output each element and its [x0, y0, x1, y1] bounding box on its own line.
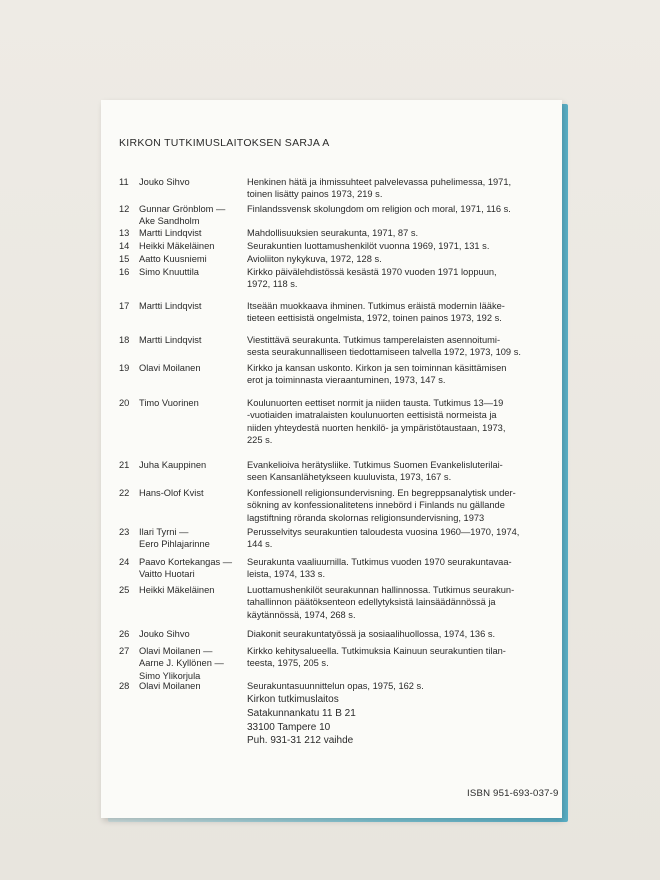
entry-title — [247, 628, 543, 640]
author-line: Jouko Sihvo — [139, 177, 190, 187]
author-line: Gunnar Grönblom — — [139, 204, 226, 214]
title-line: sökning av konfessionalitetens innebörd i Finlands nu gällande — [247, 500, 505, 511]
phone-number: Puh. 931-31 212 vaihde — [247, 735, 354, 747]
title-line: Mahdollisuuksien seurakunta, 1971, 87 s. — [247, 228, 419, 238]
entry-title — [247, 397, 543, 447]
author-line: Martti Lindqvist — [139, 228, 202, 238]
entry-title — [247, 645, 543, 670]
title-line: 1972, 118 s. — [247, 279, 298, 290]
isbn-number: ISBN 951-693-037-9 — [467, 788, 559, 799]
title-line: tahallinnon päätöksenteon edellytyksistä lainsäädännössä ja — [247, 597, 496, 608]
entry-title — [247, 362, 543, 387]
author-line: Simo Knuuttila — [139, 267, 199, 277]
author-line: Simo Ylikorjula — [139, 670, 201, 681]
entry-title — [247, 176, 543, 201]
title-line: Avioliiton nykykuva, 1972, 128 s. — [247, 254, 382, 264]
title-line: -vuotiaiden imatralaisten koulunuorten eettisistä normeista ja — [247, 410, 497, 421]
title-line: Seurakuntasuunnittelun opas, 1975, 162 s. — [247, 681, 424, 691]
author-line: Heikki Mäkeläinen — [139, 241, 215, 251]
title-line: Henkinen hätä ja ihmissuhteet palvelevassa puhelimessa, 1971, — [247, 177, 512, 187]
entry-number: 15 — [119, 254, 130, 264]
author-line: Juha Kauppinen — [139, 460, 207, 470]
title-line: 144 s. — [247, 539, 273, 550]
title-line: Kirkko päivälehdistössä kesästä 1970 vuoden 1971 loppuun, — [247, 267, 497, 277]
title-line: Perusselvitys seurakuntien taloudesta vuosina 1960—1970, 1974, — [247, 527, 520, 537]
entry-title — [247, 459, 543, 484]
author-line: Ake Sandholm — [139, 216, 200, 227]
entry-number: 25 — [119, 585, 130, 595]
entry-title — [247, 227, 543, 239]
author-line: Heikki Mäkeläinen — [139, 585, 215, 595]
entry-title — [247, 556, 543, 581]
entry-number: 14 — [119, 241, 130, 251]
entry-number: 23 — [119, 527, 130, 537]
entry-number: 12 — [119, 204, 130, 214]
entry-number: 20 — [119, 398, 130, 408]
title-line: erot ja toiminnasta vieraantuminen, 1973, 147 s. — [247, 375, 446, 386]
entry-number: 21 — [119, 460, 130, 470]
author-line: Aarne J. Kyllönen — — [139, 658, 224, 669]
entry-number: 19 — [119, 363, 130, 373]
book-back-cover — [101, 100, 562, 818]
title-line: tieteen eettisistä ongelmista, 1972, toinen painos 1973, 192 s. — [247, 313, 502, 324]
entry-title — [247, 253, 543, 265]
title-line: Koulunuorten eettiset normit ja niiden tausta. Tutkimus 13—19 — [247, 398, 504, 408]
entry-title — [247, 300, 543, 325]
publisher-name: Kirkon tutkimuslaitos — [247, 694, 339, 705]
title-line: Kirkko ja kansan uskonto. Kirkon ja sen toiminnan käsittämisen — [247, 363, 507, 373]
title-line: toinen lisätty painos 1973, 219 s. — [247, 189, 383, 200]
author-line: Timo Vuorinen — [139, 398, 199, 408]
entry-number: 28 — [119, 681, 130, 691]
title-line: leista, 1974, 133 s. — [247, 569, 326, 580]
entry-number: 18 — [119, 335, 130, 345]
title-line: teesta, 1975, 205 s. — [247, 658, 329, 669]
entry-number: 16 — [119, 267, 130, 277]
entry-title — [247, 584, 543, 621]
title-line: 225 s. — [247, 435, 273, 446]
title-line: Seurakunta vaaliuurnilla. Tutkimus vuoden 1970 seurakuntavaa- — [247, 557, 512, 567]
author-line: Martti Lindqvist — [139, 335, 202, 345]
entry-title — [247, 240, 543, 252]
author-line: Martti Lindqvist — [139, 301, 202, 311]
entry-number: 26 — [119, 629, 130, 639]
entry-number: 17 — [119, 301, 130, 311]
author-line: Hans-Olof Kvist — [139, 488, 204, 498]
author-line: Eero Pihlajarinne — [139, 539, 210, 550]
series-title: KIRKON TUTKIMUSLAITOKSEN SARJA A — [119, 137, 330, 149]
author-line: Olavi Moilanen — [139, 681, 201, 691]
title-line: sesta seurakunnalliseen tiedottamiseen talvella 1972, 1973, 109 s. — [247, 347, 521, 358]
author-line: Olavi Moilanen — — [139, 646, 213, 656]
title-line: lagstiftning röranda skolornas religionsundervisning, 1973 — [247, 512, 485, 523]
author-line: Aatto Kuusniemi — [139, 254, 207, 264]
entry-title — [247, 266, 543, 291]
title-line: Luottamushenkilöt seurakunnan hallinnossa. Tutkimus seurakun- — [247, 585, 515, 595]
entry-title — [247, 526, 543, 551]
author-line: Vaitto Huotari — [139, 569, 195, 580]
title-line: seen Kansanlähetykseen kuuluvista, 1973, 167 s. — [247, 472, 452, 483]
title-line: käytännössä, 1974, 268 s. — [247, 609, 356, 620]
title-line: Konfessionell religionsundervisning. En begreppsanalytisk under- — [247, 488, 516, 498]
author-line: Paavo Kortekangas — — [139, 557, 233, 567]
entry-title — [247, 203, 543, 215]
author-line: Olavi Moilanen — [139, 363, 201, 373]
title-line: Diakonit seurakuntatyössä ja sosiaalihuollossa, 1974, 136 s. — [247, 629, 496, 639]
entry-number: 24 — [119, 557, 130, 567]
entry-title — [247, 487, 543, 524]
entry-title — [247, 680, 543, 692]
title-line: Kirkko kehitysalueella. Tutkimuksia Kainuun seurakuntien tilan- — [247, 646, 506, 656]
title-line: Itseään muokkaava ihminen. Tutkimus eräistä modernin lääke- — [247, 301, 505, 311]
author-line: Ilari Tyrni — — [139, 527, 189, 537]
entry-number: 11 — [119, 177, 129, 187]
title-line: Viestittävä seurakunta. Tutkimus tamperelaisten asennoitumi- — [247, 335, 501, 345]
title-line: Seurakuntien luottamushenkilöt vuonna 1969, 1971, 131 s. — [247, 241, 490, 251]
title-line: Finlandssvensk skolungdom om religion och moral, 1971, 116 s. — [247, 204, 511, 214]
author-line: Jouko Sihvo — [139, 629, 190, 639]
entry-number: 27 — [119, 646, 130, 656]
entry-title — [247, 334, 543, 359]
entry-number: 13 — [119, 228, 130, 238]
street-address: Satakunnankatu 11 B 21 — [247, 707, 356, 719]
publisher-address — [247, 693, 356, 748]
entry-number: 22 — [119, 488, 130, 498]
title-line: niiden yhteydestä nuorten henkilö- ja ympäristötaustaan, 1973, — [247, 422, 506, 433]
postal-city: 33100 Tampere 10 — [247, 721, 331, 733]
title-line: Evankelioiva herätysliike. Tutkimus Suomen Evankelisluterilai- — [247, 460, 503, 470]
